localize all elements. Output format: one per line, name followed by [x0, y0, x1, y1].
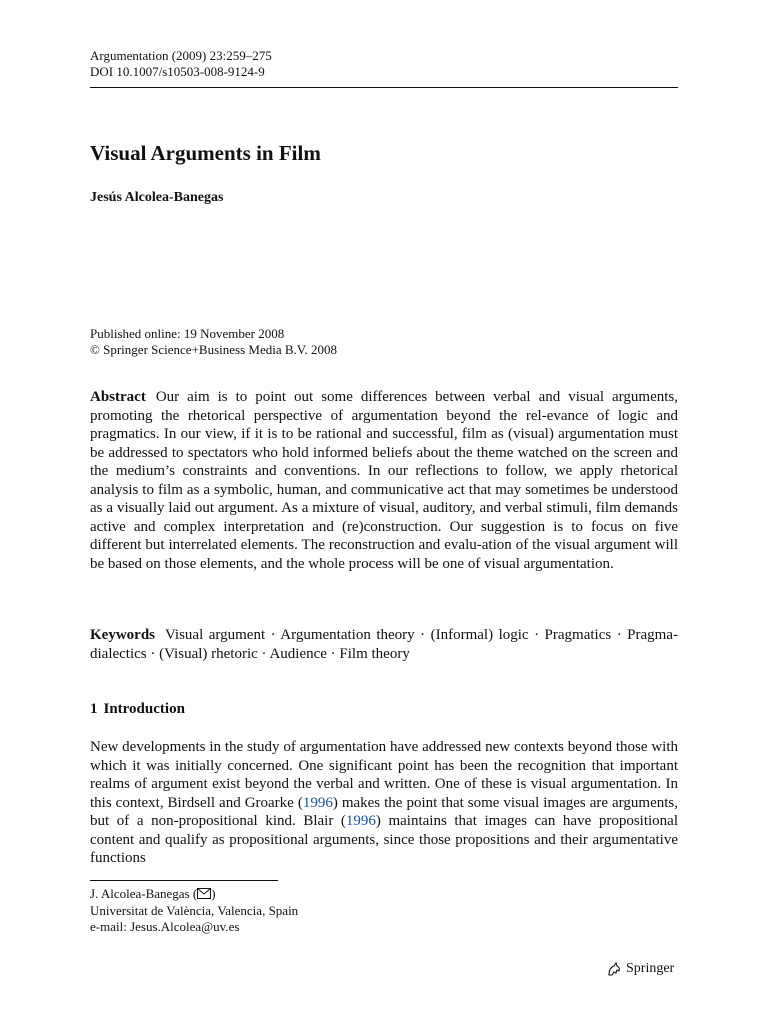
- keywords: [90, 626, 678, 663]
- footnote-email[interactable]: e-mail: Jesus.Alcolea@uv.es: [90, 919, 240, 934]
- paragraph-text: New developments in the study of argumentation have addressed new contexts beyond those with which it was initially concerned. One significant point has been the recognition that important realms of argument exist beyond the verbal and written. One of these is visual argumentation. In this context, Birdsell and Groarke (: [90, 739, 678, 811]
- abstract-label: Abstract: [90, 389, 146, 405]
- footnote-author: [90, 886, 298, 903]
- envelope-icon[interactable]: [197, 887, 211, 903]
- article-author: Jesús Alcolea-Banegas: [90, 190, 224, 205]
- section-number: 1: [90, 701, 98, 717]
- citation-link[interactable]: 1996: [302, 794, 333, 811]
- copyright: © Springer Science+Business Media B.V. 2008: [90, 342, 337, 357]
- section-title: Introduction: [103, 701, 185, 717]
- keywords-label: Keywords: [90, 627, 155, 643]
- article-title: Visual Arguments in Film: [90, 141, 321, 165]
- paragraph-text: ) maintains that images can have propositional content and qualify as propositional arguments, since those propositions and their argumentative functions: [90, 813, 678, 866]
- published-online: Published online: 19 November 2008: [90, 326, 285, 341]
- introduction-paragraph: [90, 738, 678, 868]
- keywords-text: Visual argument · Argumentation theory · (Informal) logic · Pragmatics · Pragma-dialectics · (Visual) rhetoric · Audience · Film theory: [90, 627, 678, 662]
- journal-citation: Argumentation (2009) 23:259–275: [90, 48, 272, 63]
- footnote-affiliation: Universitat de València, Valencia, Spain: [90, 903, 299, 918]
- section-heading: [90, 700, 185, 718]
- header-rule: [90, 87, 678, 88]
- publisher-name: Springer: [626, 961, 675, 976]
- springer-horse-icon: [606, 961, 622, 977]
- abstract: [90, 388, 678, 573]
- doi: DOI 10.1007/s10503-008-9124-9: [90, 64, 265, 79]
- author-footnote: [90, 886, 298, 935]
- publisher-logo: [606, 960, 674, 978]
- journal-header: [90, 48, 272, 80]
- citation-link[interactable]: 1996: [345, 813, 376, 829]
- footnote-paren: ): [211, 886, 216, 901]
- abstract-text: Our aim is to point out some differences between verbal and visual arguments, promoting the rhetorical perspective of argumentation beyond the rel-evance of logic and pragmatics. In our view, if it is to be rational and successful, film as (visual) argumentation must be addressed to spectators who hold informed beliefs about the theme watched on the screen and the medium’s constraints and conventions. In our reflections to follow, we apply rhetorical analysis to film as a symbolic, human, and communicative act that may sometimes be understood as a visually laid out argument. As a mixture of visual, auditory, and verbal stimuli, film demands active and complex interpretation and (re)construction. Our suggestion is to focus on five different but interrelated elements. The reconstruction and evalu-ation of the visual argument will be based on those elements, and the whole process will be one of visual argumentation.: [90, 389, 678, 572]
- footnote-rule: [90, 880, 278, 881]
- publication-info: [90, 326, 337, 358]
- footnote-author-name: J. Alcolea-Banegas (: [90, 886, 198, 901]
- paragraph-text: ) makes the point that some visual images are arguments, but of a non-propositional kind. Blair (: [90, 794, 678, 829]
